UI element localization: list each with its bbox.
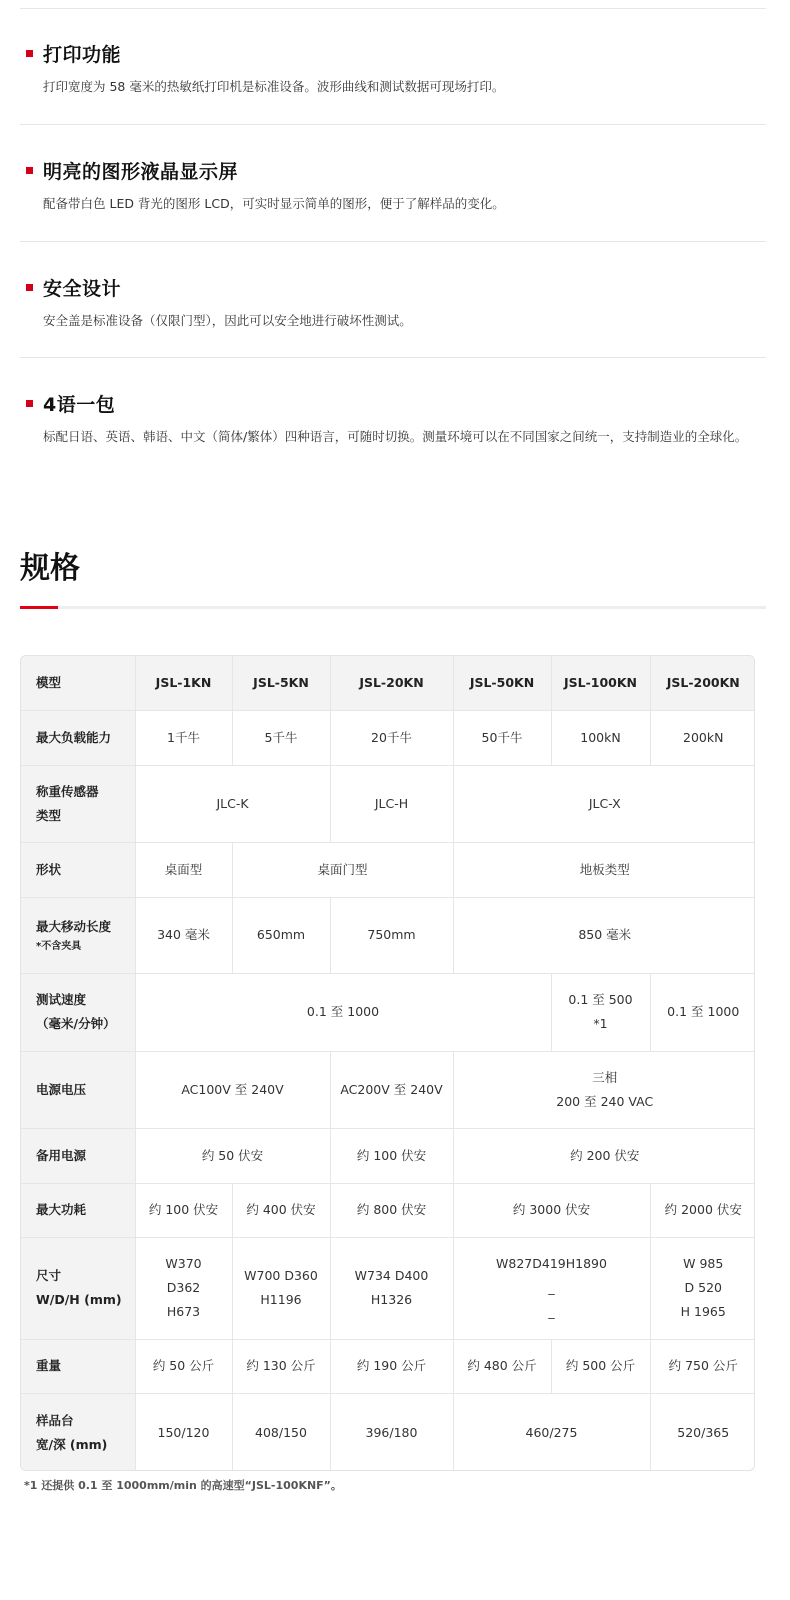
- table-cell: 约 500 公斤: [551, 1339, 650, 1393]
- divider: [20, 8, 766, 9]
- bullet-marker: [26, 167, 33, 174]
- table-cell: JLC-H: [330, 765, 453, 842]
- row-label: 模型: [21, 656, 135, 710]
- table-cell: 约 190 公斤: [330, 1339, 453, 1393]
- table-row-voltage: [21, 1051, 755, 1128]
- table-cell: 396/180: [330, 1393, 453, 1471]
- feature-description: 配备带白色 LED 背光的图形 LCD，可实时显示简单的图形，便于了解样品的变化。: [43, 196, 505, 211]
- row-label: 最大负载能力: [21, 710, 135, 765]
- table-row-dimensions: [21, 1237, 755, 1339]
- table-cell: 650mm: [232, 897, 330, 973]
- table-cell: AC200V 至 240V: [330, 1051, 453, 1128]
- table-row-standby: [21, 1128, 755, 1183]
- divider: [20, 124, 766, 125]
- table-cell: 约 100 伏安: [330, 1128, 453, 1183]
- table-cell: 约 3000 伏安: [453, 1183, 650, 1237]
- model-cell: JSL-200KN: [650, 656, 755, 710]
- feature-safety: [20, 274, 766, 332]
- table-cell: 三相 200 至 240 VAC: [453, 1051, 755, 1128]
- row-label: 最大移动长度: [36, 919, 112, 934]
- row-label: 最大功耗: [21, 1183, 135, 1237]
- feature-title: 安全设计: [43, 277, 122, 300]
- row-label: 样品台 宽/深 (mm): [21, 1393, 135, 1471]
- model-cell: JSL-100KN: [551, 656, 650, 710]
- table-cell: 50千牛: [453, 710, 551, 765]
- table-cell: 20千牛: [330, 710, 453, 765]
- table-cell: 150/120: [135, 1393, 232, 1471]
- table-cell: JLC-K: [135, 765, 330, 842]
- feature-description: 标配日语、英语、韩语、中文（简体/繁体）四种语言，可随时切换。测量环境可以在不同国家之间统一，支持制造业的全球化。: [43, 429, 748, 444]
- feature-description: 打印宽度为 58 毫米的热敏纸打印机是标准设备。波形曲线和测试数据可现场打印。: [43, 79, 505, 94]
- table-cell: 0.1 至 1000: [135, 973, 551, 1051]
- table-cell: 约 50 公斤: [135, 1339, 232, 1393]
- table-cell: 460/275: [453, 1393, 650, 1471]
- model-cell: JSL-1KN: [135, 656, 232, 710]
- model-cell: JSL-50KN: [453, 656, 551, 710]
- table-cell: 0.1 至 500 *1: [551, 973, 650, 1051]
- table-cell: W827D419H1890 _ _: [453, 1237, 650, 1339]
- feature-languages: [20, 390, 766, 448]
- row-label: 尺寸 W/D/H (mm): [21, 1237, 135, 1339]
- table-row-maxpower: [21, 1183, 755, 1237]
- table-cell: 约 800 伏安: [330, 1183, 453, 1237]
- table-row-capacity: [21, 710, 755, 765]
- model-cell: JSL-5KN: [232, 656, 330, 710]
- feature-lcd: [20, 157, 766, 215]
- table-cell: W700 D360 H1196: [232, 1237, 330, 1339]
- table-row-stage: [21, 1393, 755, 1471]
- table-cell: W 985 D 520 H 1965: [650, 1237, 755, 1339]
- table-cell: 约 100 伏安: [135, 1183, 232, 1237]
- table-cell: 约 400 伏安: [232, 1183, 330, 1237]
- table-cell: 5千牛: [232, 710, 330, 765]
- table-row-weight: [21, 1339, 755, 1393]
- table-cell: 340 毫米: [135, 897, 232, 973]
- table-cell: JLC-X: [453, 765, 755, 842]
- table-cell: 约 200 伏安: [453, 1128, 755, 1183]
- feature-title: 明亮的图形液晶显示屏: [43, 160, 239, 183]
- divider: [20, 357, 766, 358]
- table-row-model: [21, 656, 755, 710]
- table-cell: 750mm: [330, 897, 453, 973]
- table-row-shape: [21, 842, 755, 897]
- feature-description: 安全盖是标准设备（仅限门型），因此可以安全地进行破坏性测试。: [43, 313, 412, 328]
- table-row-loadcell: [21, 765, 755, 842]
- table-cell: W370 D362 H673: [135, 1237, 232, 1339]
- row-label: 备用电源: [21, 1128, 135, 1183]
- model-cell: JSL-20KN: [330, 656, 453, 710]
- table-cell: 约 750 公斤: [650, 1339, 755, 1393]
- table-cell: 约 50 伏安: [135, 1128, 330, 1183]
- accent-bar: [20, 606, 58, 609]
- section-title: 规格: [20, 551, 80, 586]
- table-cell: 约 480 公斤: [453, 1339, 551, 1393]
- table-cell: 桌面型: [135, 842, 232, 897]
- spec-table-container: [20, 655, 755, 1471]
- table-cell: 桌面门型: [232, 842, 453, 897]
- row-label: 重量: [21, 1339, 135, 1393]
- row-label: 测试速度 （毫米/分钟）: [21, 973, 135, 1051]
- table-cell: 520/365: [650, 1393, 755, 1471]
- feature-title: 4语一包: [43, 393, 116, 416]
- table-cell: 408/150: [232, 1393, 330, 1471]
- table-cell: 约 130 公斤: [232, 1339, 330, 1393]
- table-cell: 地板类型: [453, 842, 755, 897]
- row-label-note: *不含夹具: [36, 941, 82, 952]
- row-label: 形状: [21, 842, 135, 897]
- footnote: *1 还提供 0.1 至 1000mm/min 的高速型“JSL-100KNF”。: [24, 1479, 342, 1492]
- row-label: 称重传感器 类型: [21, 765, 135, 842]
- row-label-group: [21, 897, 135, 973]
- table-cell: 约 2000 伏安: [650, 1183, 755, 1237]
- row-label: 电源电压: [21, 1051, 135, 1128]
- table-cell: 0.1 至 1000: [650, 973, 755, 1051]
- bullet-marker: [26, 284, 33, 291]
- spec-table: [21, 656, 755, 1471]
- section-underline: [20, 606, 766, 609]
- table-cell: AC100V 至 240V: [135, 1051, 330, 1128]
- feature-print: [20, 40, 766, 98]
- feature-title: 打印功能: [43, 43, 122, 66]
- table-cell: 100kN: [551, 710, 650, 765]
- table-cell: 200kN: [650, 710, 755, 765]
- bullet-marker: [26, 50, 33, 57]
- divider: [20, 241, 766, 242]
- bullet-marker: [26, 400, 33, 407]
- table-cell: 850 毫米: [453, 897, 755, 973]
- table-row-stroke: [21, 897, 755, 973]
- table-row-speed: [21, 973, 755, 1051]
- table-cell: 1千牛: [135, 710, 232, 765]
- table-cell: W734 D400 H1326: [330, 1237, 453, 1339]
